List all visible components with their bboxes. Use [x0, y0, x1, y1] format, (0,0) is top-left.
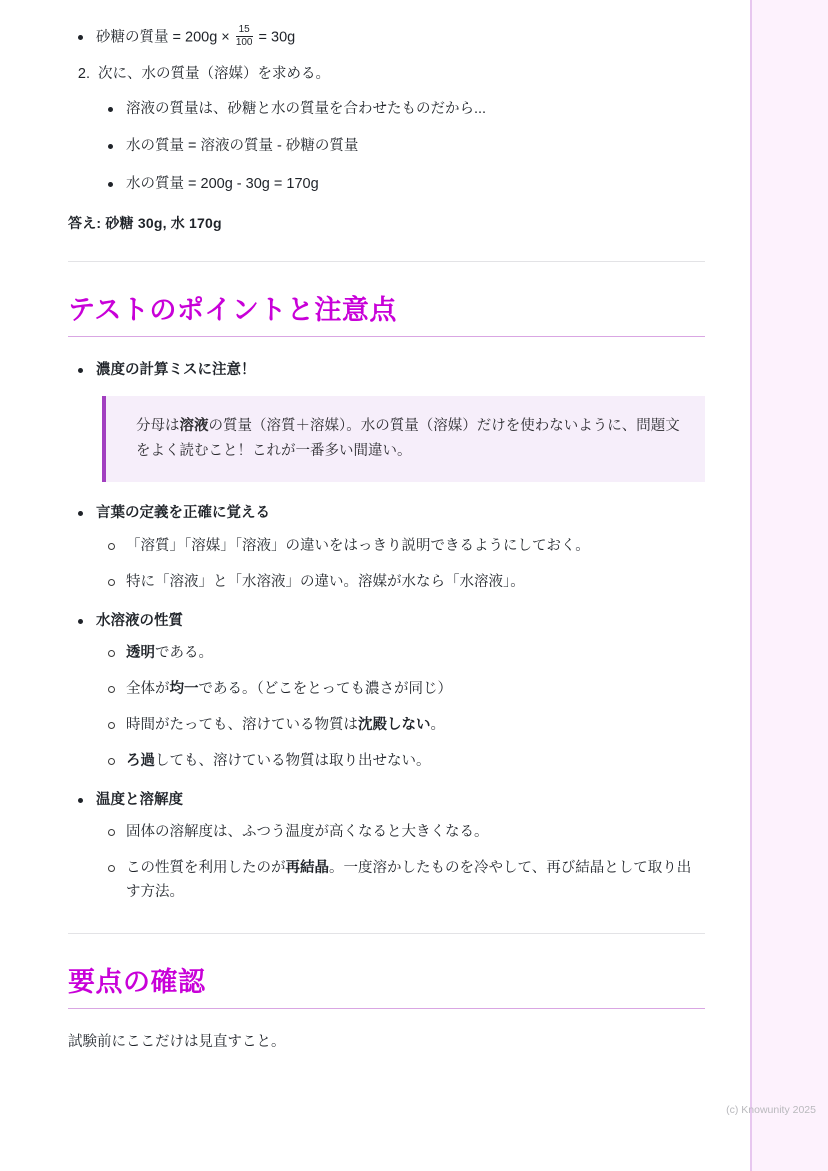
section-underline — [68, 336, 705, 337]
lead: 時間がたっても、溶けている物質は — [126, 717, 358, 733]
list-item-text: 水の質量 = 200g - 30g = 170g — [126, 175, 319, 192]
callout-text-1: 分母は — [136, 417, 180, 434]
fraction-denominator: 100 — [235, 36, 253, 48]
list-item — [96, 750, 705, 774]
callout-text-2: の質量（溶質＋溶媒）。水の質量（溶媒）だけを使わないように、問題文をよく読むこと！これが一番多い間違い。 — [136, 417, 680, 459]
divider — [68, 933, 705, 934]
strong: 再結晶 — [285, 860, 329, 877]
list-item-text: 水の質量 = 溶液の質量 - 砂糖の質量 — [126, 138, 359, 155]
step-number: 2. — [77, 66, 90, 82]
list-item — [68, 502, 705, 594]
sub-list — [96, 642, 705, 774]
lead: 全体が — [126, 681, 170, 698]
list-item-text: 特に「溶液」と「水溶液」の違い。溶媒が水なら「水溶液」。 — [126, 573, 525, 590]
list-item — [96, 821, 705, 845]
points-list — [68, 359, 705, 905]
review-body: 試験前にここだけは見直すこと。 — [68, 1034, 286, 1051]
section-underline — [68, 1008, 705, 1009]
page-side-strip — [750, 0, 828, 1171]
list-item — [98, 135, 705, 157]
fraction — [236, 25, 253, 48]
list-item-text: 溶液の質量は、砂糖と水の質量を合わせたものだから... — [126, 100, 487, 117]
strong: ろ過 — [126, 752, 155, 769]
formula-prefix: 砂糖の質量 = 200g × — [96, 29, 234, 46]
fraction-numerator: 15 — [238, 24, 250, 35]
step2-bullet-list — [98, 98, 705, 195]
rest: である。 — [155, 645, 213, 662]
list-item — [68, 26, 705, 49]
formula-suffix: = 30g — [254, 29, 296, 46]
rest: 。一度溶かしたものを冷やして、再び結晶として取り出す方法。 — [126, 860, 692, 901]
section-title-review: 要点の確認 — [68, 967, 206, 998]
point-heading: 水溶液の性質 — [96, 612, 183, 629]
lead: この性質を利用したのが — [126, 860, 286, 877]
list-item — [96, 857, 705, 905]
numbered-step-list — [68, 64, 705, 195]
list-item — [68, 789, 705, 905]
list-item — [68, 359, 705, 482]
step1-bullet-list — [68, 26, 705, 49]
sub-list — [96, 821, 705, 905]
strong: 沈殿しない — [358, 717, 431, 733]
rest: 。 — [430, 717, 445, 733]
step-text: 次に、水の質量（溶媒）を求める。 — [98, 66, 330, 82]
callout-warning — [102, 396, 705, 483]
point-heading: 言葉の定義を正確に覚える — [96, 505, 270, 522]
strong: 透明 — [126, 645, 155, 662]
point-heading: 温度と溶解度 — [96, 791, 183, 808]
list-item — [96, 571, 705, 595]
list-item — [98, 98, 705, 120]
strong: 均一 — [169, 681, 199, 698]
list-item — [96, 714, 705, 738]
answer-line: 答え: 砂糖 30g, 水 170g — [68, 215, 222, 232]
list-item — [96, 535, 705, 559]
point-heading: 濃度の計算ミスに注意！ — [96, 362, 256, 379]
section-title-points: テストのポイントと注意点 — [68, 295, 397, 326]
list-item — [68, 64, 705, 195]
lead: 固体の溶解度は、ふつう温度が高くなると大きくなる。 — [126, 824, 489, 841]
divider — [68, 261, 705, 262]
list-item — [96, 642, 705, 666]
rest: である。（どこをとっても濃さが同じ） — [198, 681, 452, 698]
list-item — [98, 173, 705, 195]
list-item — [96, 678, 705, 702]
list-item — [68, 610, 705, 774]
rest: しても、溶けている物質は取り出せない。 — [155, 752, 431, 769]
watermark: (c) Knowunity 2025 — [726, 1104, 816, 1116]
callout-strong: 溶液 — [179, 417, 209, 434]
list-item-text: 「溶質」「溶媒」「溶液」の違いをはっきり説明できるようにしておく。 — [126, 537, 590, 554]
sub-list — [96, 535, 705, 595]
